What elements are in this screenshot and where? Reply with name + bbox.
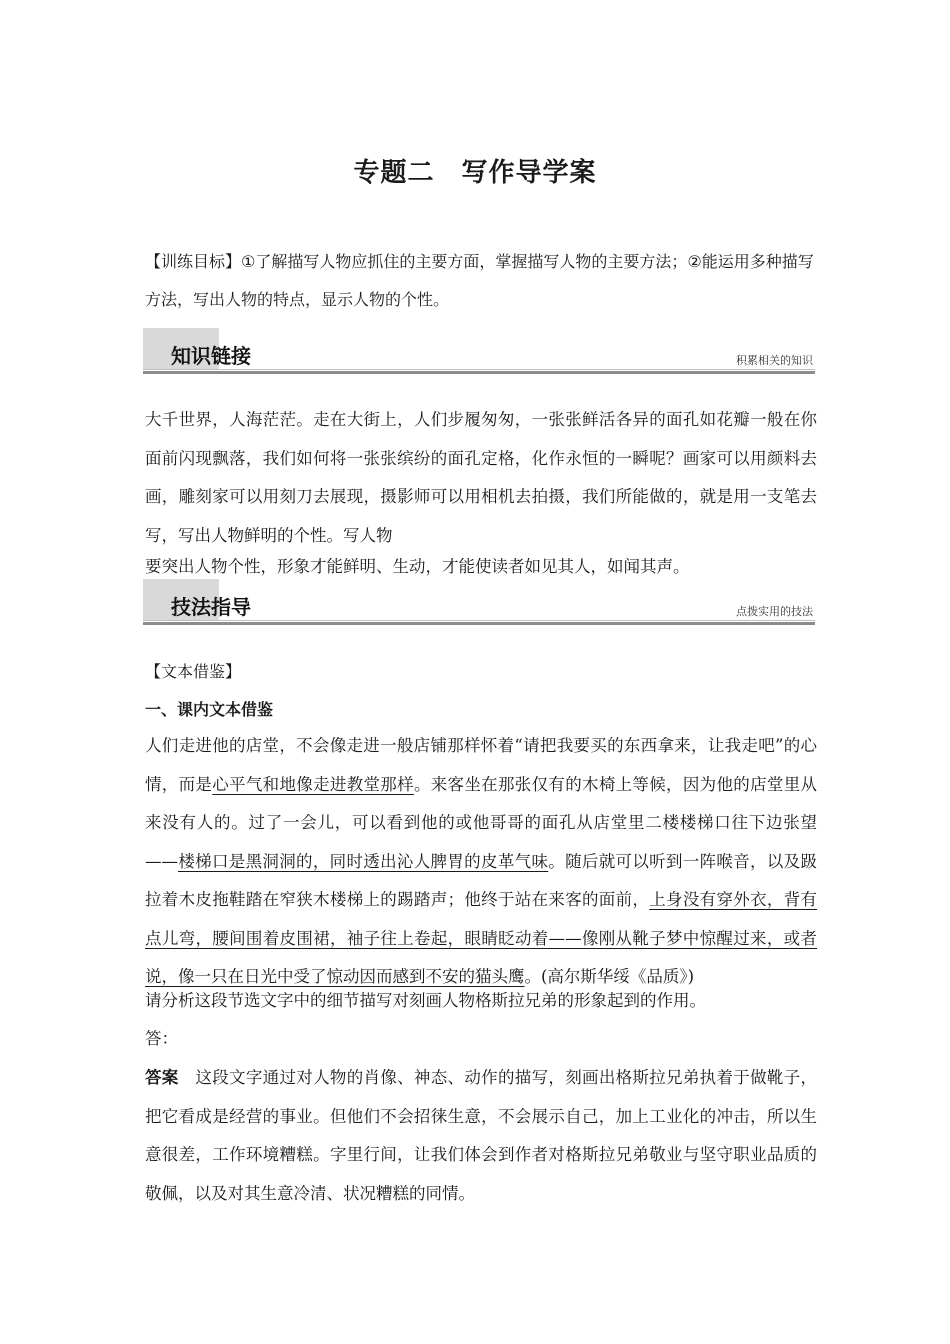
answer-prompt-text: 答： [145, 1029, 178, 1048]
answer-label: 答案 [145, 1068, 179, 1087]
underlined-detail: 楼梯口是黑洞洞的，同时透出沁人脾胃的皮革气味 [178, 851, 549, 871]
goal-text: ①了解描写人物应抓住的主要方面，掌握描写人物的主要方法；②能运用多种描写方法，写出人物的特点，显示人物的个性。 [145, 252, 814, 309]
passage-source: 。(高尔斯华绥《品质》) [524, 967, 695, 986]
goal-tag: 【训练目标】 [145, 252, 242, 271]
section-header-knowledge [143, 328, 815, 374]
section-header-technique [143, 579, 815, 625]
section-divider [143, 371, 815, 374]
bracket-heading: 【文本借鉴】 [145, 662, 242, 681]
passage [145, 727, 817, 997]
question-text: 请分析这段节选文字中的细节描写对刻画人物格斯拉兄弟的形象起到的作用。 [145, 991, 706, 1010]
training-goal [145, 243, 815, 319]
section-divider [143, 622, 815, 625]
answer-prompt [145, 1020, 817, 1059]
answer-text: 这段文字通过对人物的肖像、神态、动作的描写，刻画出格斯拉兄弟执着于做靴子，把它看成是经营的事业。但他们不会招徕生意，不会展示自己，加上工业化的冲击，所以生意很差，工作环境糟糕。字里行间，让我们体会到作者对格斯拉兄弟敬业与坚守职业品质的敬佩，以及对其生意冷清、状况糟糕的同情。 [145, 1068, 818, 1203]
section-title: 知识链接 [171, 344, 251, 368]
page-title: 专题二 写作导学案 [353, 158, 597, 188]
underlined-detail: 上身没有穿外衣，背有点儿弯，腰间围着皮围裙，袖子往上卷起，眼睛眨动着——像刚从靴子梦中惊醒过来，或者说，像一只在日光中受了惊动因而感到不安的猫头鹰 [145, 890, 818, 986]
passage-text: 人们走进他的店堂，不会像走进一般店铺那样怀着“请把我要买的东西拿来，让我走吧”的心情，而是 [145, 736, 817, 794]
passage-text: 。来客坐在那张仅有的木椅上等候，因为他的店堂里从来没有人的。过了一会儿，可以看到他的或他哥哥的面孔从店堂里二楼楼梯口往下边张望—— [145, 774, 818, 871]
section-subtitle: 点拨实用的技法 [736, 605, 813, 618]
knowledge-text-a: 大千世界，人海茫茫。走在大街上，人们步履匆匆，一张张鲜活各异的面孔如花瓣一般在你面前闪现飘落，我们如何将一张张缤纷的面孔定格，化作永恒的一瞬呢？画家可以用颜料去画，雕刻家可以用刻刀去展现，摄影师可以用相机去拍摄，我们所能做的，就是用一支笔去写，写出人物鲜明的个性。写人物 [145, 410, 817, 545]
answer [145, 1059, 817, 1213]
section-subtitle: 积累相关的知识 [736, 354, 813, 367]
knowledge-text-b: 要突出人物个性，形象才能鲜明、生动，才能使读者如见其人，如闻其声。 [145, 557, 690, 576]
section-title: 技法指导 [171, 595, 251, 619]
passage-text: 。随后就可以听到一阵喉音，以及趿拉着木皮拖鞋踏在窄狭木楼梯上的踢踏声；他终于站在来客的面前， [145, 851, 818, 909]
question [145, 982, 817, 1021]
knowledge-paragraph [145, 401, 817, 555]
sub-heading: 一、课内文本借鉴 [145, 700, 274, 719]
underlined-detail: 心平气和地像走进教堂那样 [212, 774, 414, 794]
